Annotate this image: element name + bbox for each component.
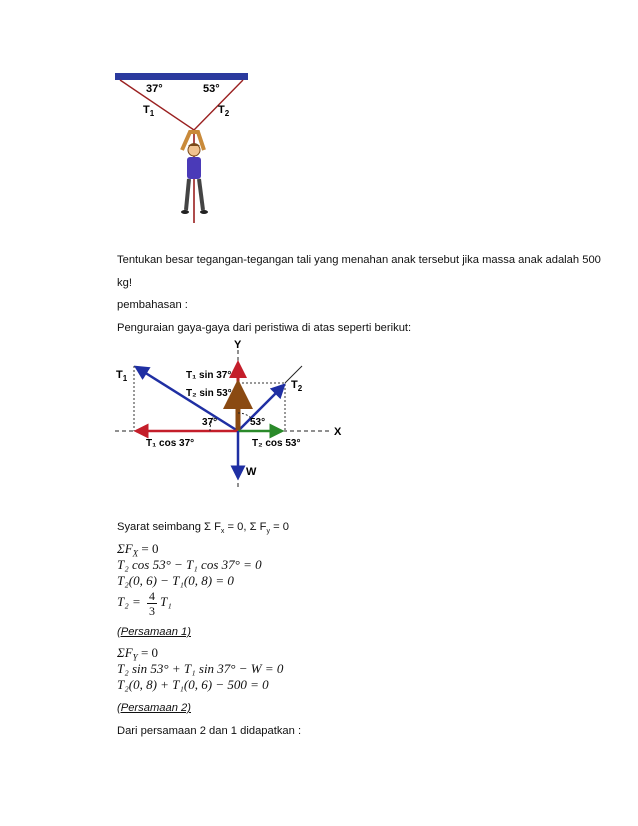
eq-x-line-1: $\Sigma F_X = 0$ bbox=[117, 541, 159, 559]
t2-label: $T_2$ bbox=[218, 104, 230, 118]
eq-y-line-3: T₂(0, 8) + T₁(0, 6) − 500 = 0 bbox=[117, 677, 269, 692]
angle-right-label: 53° bbox=[250, 417, 266, 428]
penguraian-text: Penguraian gaya-gaya dari peristiwa di atas seperti berikut: bbox=[117, 322, 412, 334]
t1-sin-label: T₁ sin 37° bbox=[186, 370, 232, 381]
pembahasan-label: pembahasan : bbox=[117, 299, 188, 311]
angle-left-label: 37° bbox=[202, 417, 218, 428]
angle-left-label: 37° bbox=[146, 83, 163, 95]
eq-y-line-2: T₂ sin 53° + T₁ sin 37° − W = 0 bbox=[117, 661, 284, 676]
persamaan-1-label: (Persamaan 1) bbox=[117, 626, 191, 638]
syarat-line: Syarat seimbang Σ $F_x = 0$, Σ $F_y = 0$ bbox=[117, 521, 289, 536]
paragraph-line-1: Tentukan besar tegangan-tegangan tali yang menahan anak tersebut jika massa anak adalah 500 bbox=[117, 254, 601, 266]
dari-persamaan-text: Dari persamaan 2 dan 1 didapatkan : bbox=[117, 725, 302, 737]
hanging-child-figure bbox=[110, 68, 255, 228]
t1-label: $T_1$ bbox=[116, 369, 128, 383]
w-label: W bbox=[246, 466, 257, 478]
x-axis-label: X bbox=[334, 426, 342, 438]
angle-right-label: 53° bbox=[203, 83, 220, 95]
eq-x-line-2: T₂ cos 53° − T₁ cos 37° = 0 bbox=[117, 557, 262, 572]
eq-x-line-3: T₂(0, 6) − T₁(0, 8) = 0 bbox=[117, 573, 234, 588]
t1-cos-label: T₁ cos 37° bbox=[146, 438, 195, 449]
force-diagram bbox=[110, 338, 350, 498]
t2-label: $T_2$ bbox=[291, 379, 303, 393]
ceiling-beam bbox=[115, 73, 248, 80]
persamaan-2-label: (Persamaan 2) bbox=[117, 702, 191, 714]
y-axis-label: Y bbox=[234, 339, 242, 351]
t2-cos-label: T₂ cos 53° bbox=[252, 438, 301, 449]
t1-label: $T_1$ bbox=[143, 104, 155, 118]
eq-y-line-1: $\Sigma F_Y = 0$ bbox=[117, 645, 159, 663]
eq-x-line-4: T₂ = $\frac{4}{3}$ T₁ bbox=[117, 588, 172, 618]
paragraph-line-2: kg! bbox=[117, 277, 132, 289]
t2-sin-label: T₂ sin 53° bbox=[186, 388, 232, 399]
